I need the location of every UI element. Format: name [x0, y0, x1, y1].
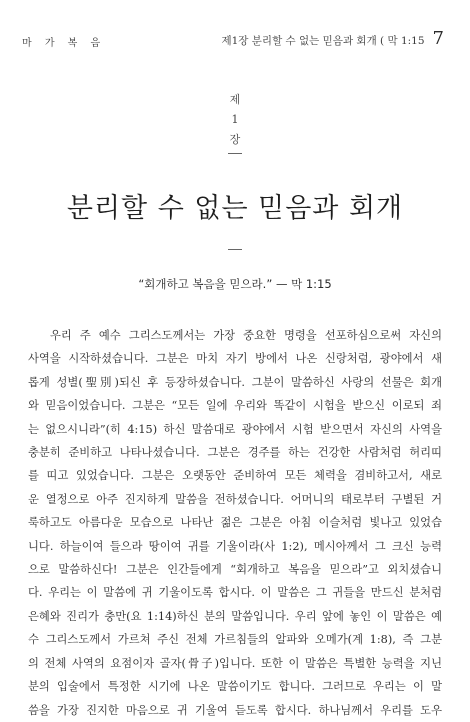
- body-text: [28, 324, 442, 722]
- running-header: [221, 28, 444, 49]
- body-line: 롭게 성별(聖別)되신 후 등장하셨습니다. 그분이 말씀하신 사랑의 선물은 회개: [28, 375, 442, 389]
- chapter-label-char: 장: [229, 133, 241, 146]
- chapter-title: 분리할 수 없는 믿음과 회개: [66, 193, 404, 224]
- body-line: 충분히 준비하고 나타나셨습니다. 그분은 경주를 하는 건강한 사람처럼 허리띠: [28, 446, 442, 460]
- body-line: 다. 우리는 이 말씀에 귀 기울이도록 합시다. 이 말씀은 그 귀들을 만드신 분처럼: [28, 586, 442, 600]
- page-number: 7: [432, 28, 444, 49]
- body-line: 니다. 하늘이여 들으라 땅이여 귀를 기울이라(사 1:2), 메시아께서 그 크신 능력: [28, 539, 442, 553]
- running-header-book: 마 가 복 음: [22, 38, 106, 49]
- body-line: 는 없으시니라”(히 4:15) 하신 말씀대로 광야에서 시험 받으면서 자신의 사역을: [28, 422, 442, 436]
- body-line: 우리 주 예수 그리스도께서는 가장 중요한 명령을 선포하심으로써 자신의: [50, 329, 442, 342]
- body-line: 를 띠고 있었습니다. 그분은 오랫동안 준비하여 모든 체력을 겸비하고서, 새로: [28, 469, 442, 483]
- body-line: 씀을 가장 진지한 마음으로 귀 기울여 듣도록 합시다. 하나님께서 우리를 도우: [28, 703, 442, 717]
- body-line: 으로 말씀하신다! 그분은 인간들에게 “회개하고 복음을 믿으라”고 외치셨습니: [28, 563, 442, 577]
- divider-upper: [228, 153, 242, 154]
- body-line: 룩하고도 아름다운 모습으로 나타난 젊은 그분은 아침 이슬처럼 빛나고 있었습: [28, 516, 442, 530]
- body-line: 의 전체 사역의 요점이자 골자(骨子)입니다. 또한 이 말씀은 특별한 능력을 지닌: [28, 656, 442, 670]
- running-header-chapter-title: 제1장 분리할 수 없는 믿음과 회개 ( 막 1:15: [221, 35, 425, 47]
- body-line: 은혜와 진리가 충만(요 1:14)하신 분의 말씀입니다. 우리 앞에 놓인 이 말씀은 예: [28, 609, 442, 623]
- body-line: 분의 입술에서 특정한 시기에 나온 말씀이기도 합니다. 그러므로 우리는 이 말: [28, 680, 442, 694]
- body-line: 사역을 시작하셨습니다. 그분은 마치 자기 방에서 나온 신랑처럼, 광야에서 새: [28, 352, 442, 366]
- divider-lower: [228, 249, 242, 250]
- body-line: 와 믿음이었습니다. 그분은 “모든 일에 우리와 똑같이 시험을 받으신 이로되 죄: [28, 399, 442, 413]
- body-line: 운 열정으로 아주 진지하게 말씀을 전하셨습니다. 어머니의 태로부터 구별된 거: [28, 492, 442, 506]
- body-line: 수 그리스도께서 가르쳐 주신 전체 가르침들의 알파와 오메가(계 1:8), 즉 그분: [28, 633, 442, 647]
- chapter-label: [0, 92, 470, 148]
- epigraph: “회개하고 복음을 믿으라.” — 막 1:15: [138, 277, 332, 291]
- chapter-label-char: 제: [229, 93, 241, 106]
- chapter-label-char: 1: [231, 113, 239, 126]
